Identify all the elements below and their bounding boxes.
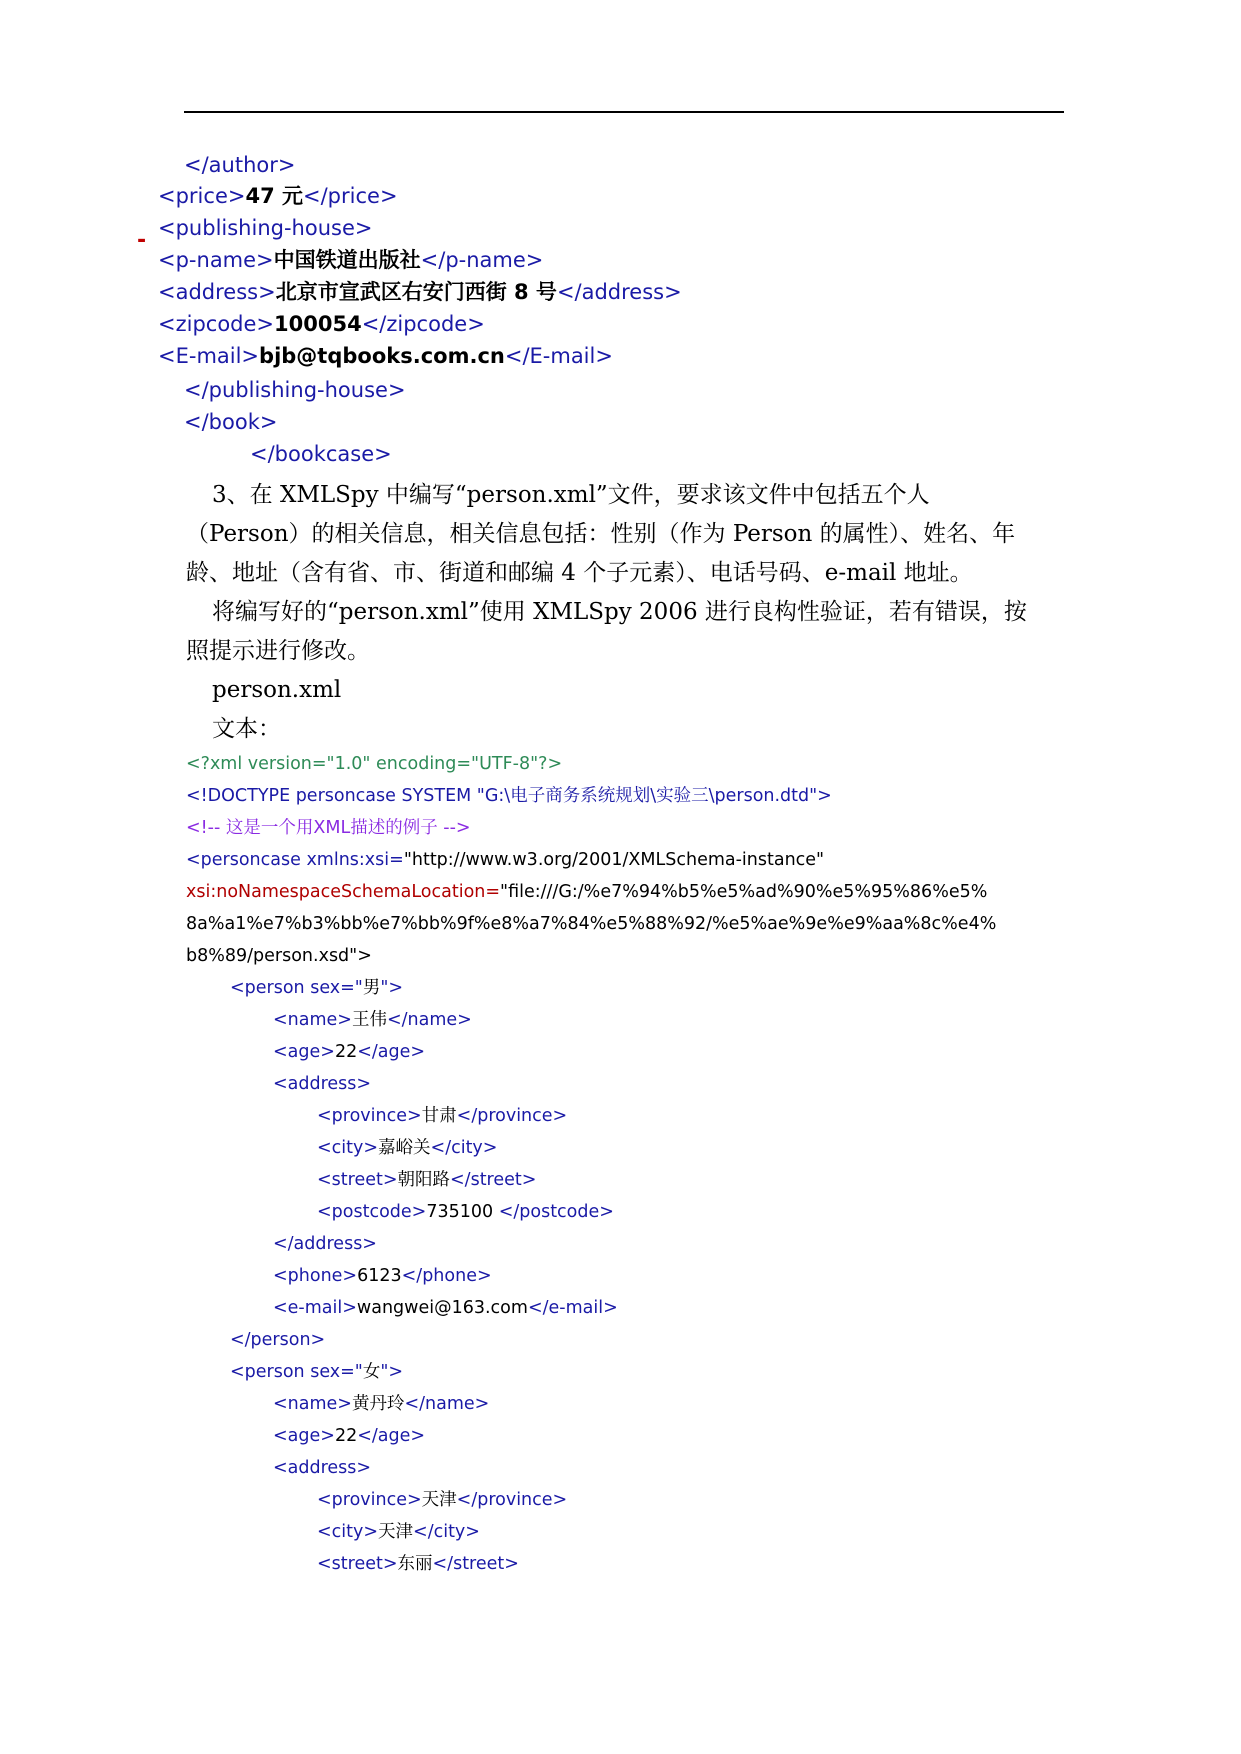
xml-person1-street: <street>朝阳路</street> (317, 1170, 537, 1190)
file-name-label: person.xml (212, 677, 342, 703)
xml-line-email: <E-mail>bjb@tqbooks.com.cn</E-mail> (158, 344, 613, 368)
exercise-paragraph-line2: （Person）的相关信息，相关信息包括：性别（作为 Person 的属性）、姓名、年 (186, 521, 1016, 547)
xml-person1-name: <name>王伟</name> (273, 1010, 472, 1030)
xml-doctype: <!DOCTYPE personcase SYSTEM "G:\电子商务系统规划\实验三\person.dtd"> (186, 786, 832, 806)
header-rule (184, 111, 1064, 113)
xml-person2-city: <city>天津</city> (317, 1522, 480, 1542)
xml-schema-location-line2: 8a%a1%e7%b3%bb%e7%bb%9f%e8%a7%84%e5%88%92/%e5%ae%9e%e9%aa%8c%e4% (186, 914, 997, 934)
xml-person1-postcode: <postcode>735100 </postcode> (317, 1202, 614, 1222)
xml-comment: <!-- 这是一个用XML描述的例子 --> (186, 818, 471, 838)
instruction-paragraph-line2: 照提示进行修改。 (186, 638, 370, 664)
collapse-marker[interactable]: - (137, 228, 147, 253)
xml-person1-address-open: <address> (273, 1074, 372, 1094)
xml-schema-location-line1: xsi:noNamespaceSchemaLocation="file:///G:/%e7%94%b5%e5%ad%90%e5%95%86%e5% (186, 882, 988, 902)
xml-person2-province: <province>天津</province> (317, 1490, 568, 1510)
xml-person1-address-close: </address> (273, 1234, 377, 1254)
instruction-paragraph-line1: 将编写好的“person.xml”使用 XMLSpy 2006 进行良构性验证，若有错误，按 (212, 599, 1027, 625)
xml-person1-open: <person sex="男"> (230, 978, 404, 998)
xml-person2-open: <person sex="女"> (230, 1362, 404, 1382)
xml-line-publishing-house-close: </publishing-house> (184, 378, 406, 402)
xml-person2-name: <name>黄丹玲</name> (273, 1394, 490, 1414)
xml-person1-close: </person> (230, 1330, 326, 1350)
xml-person1-city: <city>嘉峪关</city> (317, 1138, 498, 1158)
xml-line-zipcode: <zipcode>100054</zipcode> (158, 312, 485, 336)
xml-declaration: <?xml version="1.0" encoding="UTF-8"?> (186, 754, 563, 774)
xml-schema-location-line3: b8%89/person.xsd"> (186, 946, 372, 966)
xml-person1-age: <age>22</age> (273, 1042, 426, 1062)
xml-person1-email: <e-mail>wangwei@163.com</e-mail> (273, 1298, 618, 1318)
text-label: 文本： (212, 716, 281, 742)
xml-line-book-close: </book> (184, 410, 278, 434)
xml-person1-province: <province>甘肃</province> (317, 1106, 568, 1126)
xml-line-p-name: <p-name>中国铁道出版社</p-name> (158, 248, 544, 272)
xml-root-open: <personcase xmlns:xsi="http://www.w3.org/2001/XMLSchema-instance" (186, 850, 825, 870)
xml-person2-address-open: <address> (273, 1458, 372, 1478)
xml-person2-age: <age>22</age> (273, 1426, 426, 1446)
exercise-paragraph-line1: 3、在 XMLSpy 中编写“person.xml”文件，要求该文件中包括五个人 (212, 482, 930, 508)
xml-line-price: <price>47 元</price> (158, 184, 398, 208)
xml-person2-street: <street>东丽</street> (317, 1554, 519, 1574)
xml-line-address: <address>北京市宣武区右安门西街 8 号</address> (158, 280, 682, 304)
xml-line-author-close: </author> (184, 153, 296, 177)
xml-person1-phone: <phone>6123</phone> (273, 1266, 492, 1286)
xml-line-bookcase-close: </bookcase> (250, 442, 392, 466)
xml-line-publishing-house-open: <publishing-house> (158, 216, 373, 240)
exercise-paragraph-line3: 龄、地址（含有省、市、街道和邮编 4 个子元素）、电话号码、e-mail 地址。 (186, 560, 973, 586)
